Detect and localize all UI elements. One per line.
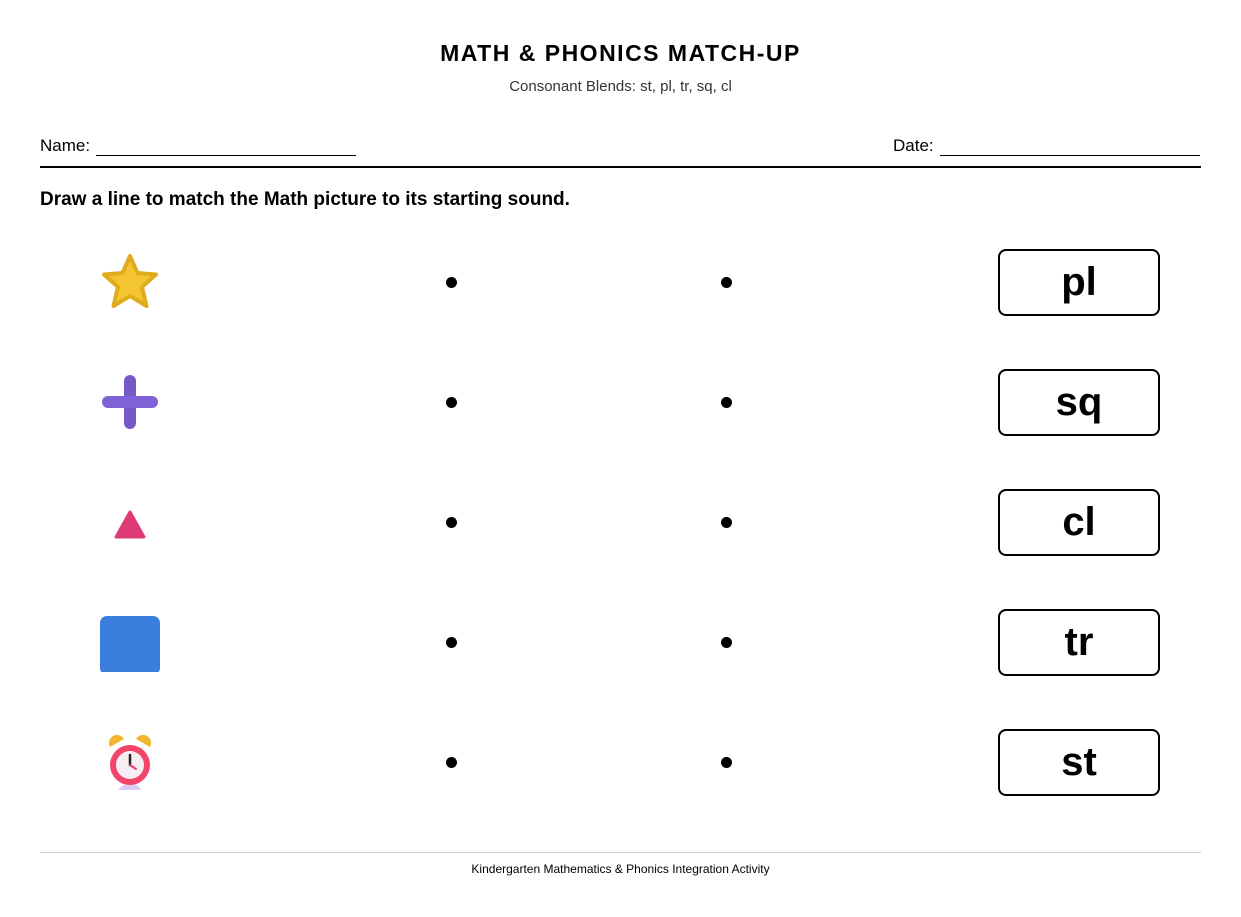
name-field[interactable] (40, 136, 356, 156)
left-dot[interactable] (446, 757, 457, 768)
page-title: MATH & PHONICS MATCH-UP (440, 40, 801, 66)
name-label: Name: (40, 136, 91, 155)
date-field[interactable] (893, 136, 1200, 156)
header-divider (40, 166, 1201, 168)
date-label: Date: (893, 136, 934, 155)
star-icon (100, 252, 160, 312)
name-blank[interactable] (96, 138, 356, 156)
triangle-icon (100, 492, 160, 552)
blend-box: tr (998, 609, 1160, 676)
footer-text: Kindergarten Mathematics & Phonics Integration Activity (471, 862, 770, 876)
left-dot[interactable] (446, 517, 457, 528)
right-dot[interactable] (721, 637, 732, 648)
left-dot[interactable] (446, 397, 457, 408)
right-dot[interactable] (721, 517, 732, 528)
plus-icon (100, 372, 160, 432)
blend-box: st (998, 729, 1160, 796)
left-dot[interactable] (446, 637, 457, 648)
date-blank[interactable] (940, 138, 1200, 156)
instructions: Draw a line to match the Math picture to its starting sound. (40, 189, 570, 210)
footer-divider (40, 852, 1201, 853)
page-subtitle: Consonant Blends: st, pl, tr, sq, cl (509, 78, 732, 95)
right-dot[interactable] (721, 757, 732, 768)
blend-box: sq (998, 369, 1160, 436)
left-dot[interactable] (446, 277, 457, 288)
square-icon (100, 612, 160, 672)
blend-box: cl (998, 489, 1160, 556)
blend-box: pl (998, 249, 1160, 316)
right-dot[interactable] (721, 397, 732, 408)
alarm-clock-icon (100, 732, 160, 792)
right-dot[interactable] (721, 277, 732, 288)
